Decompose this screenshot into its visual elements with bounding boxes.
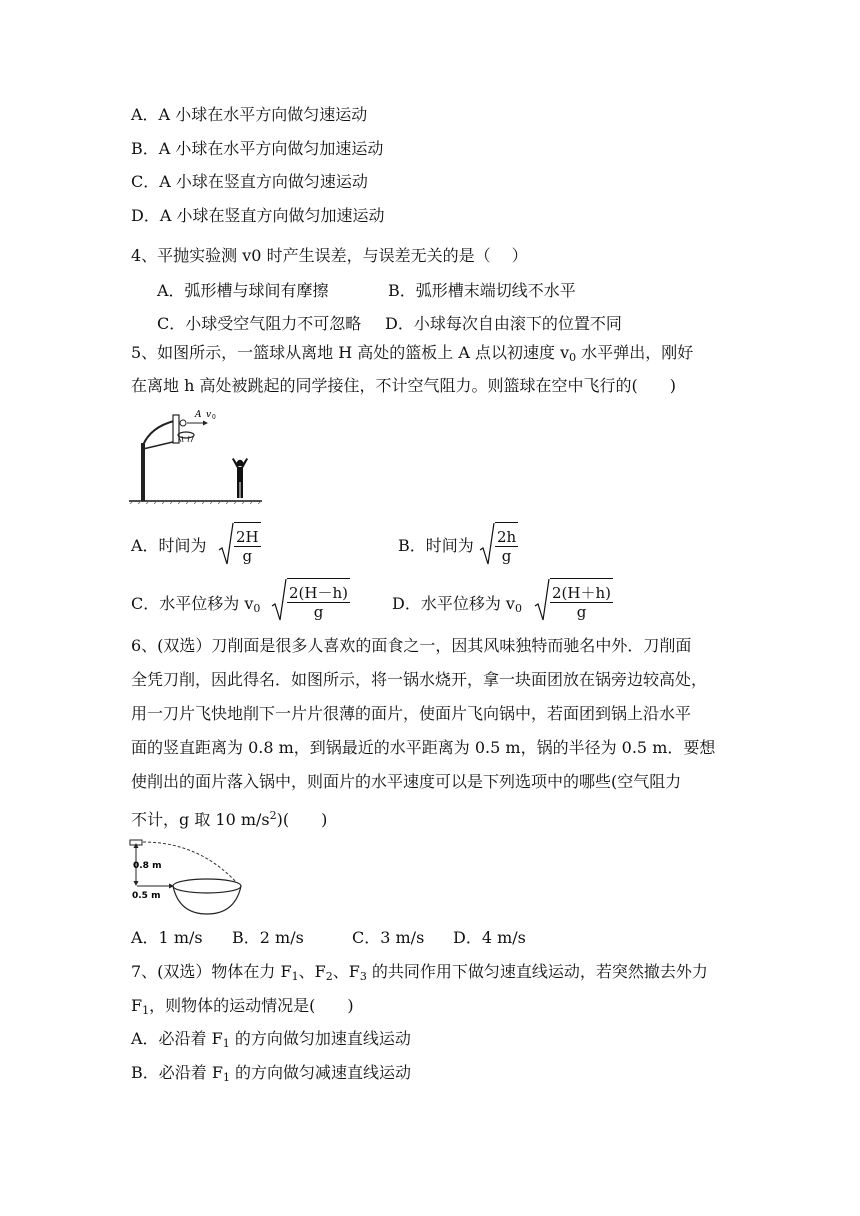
q6-stem-line2: 全凭刀削，因此得名．如图所示，将一锅水烧开，拿一块面团放在锅旁边较高处， xyxy=(131,670,708,689)
q5-stem1-pre: 5、如图所示，一篮球从离地 H 高处的篮板上 A 点以初速度 v xyxy=(131,343,570,362)
distance-label: 0.5 m xyxy=(132,891,161,901)
q5-option-b-label: B．时间为 xyxy=(398,536,474,555)
q7-stem-line2: $F_1$，则物体的运动情况是( ) xyxy=(131,996,354,1017)
fraction: $\frac{2(H+h)}{g}$ xyxy=(552,584,611,621)
fraction: $\frac{2H}{g}$ xyxy=(236,528,259,565)
q6-stem-line5: 使削出的面片落入锅中，则面片的水平速度可以是下列选项中的哪些(空气阻力 xyxy=(131,772,682,791)
sqrt-symbol xyxy=(479,522,518,566)
fraction: $\frac{2h}{g}$ xyxy=(497,528,517,565)
q5-option-d xyxy=(392,580,611,624)
q3-option-b: B．A 小球在水平方向做匀加速运动 xyxy=(131,139,384,158)
q3-option-a: A．A 小球在水平方向做匀速运动 xyxy=(131,105,368,124)
q7-stem-line1: 7、(双选）物体在力 $F_1$、$F_2$、$F_3$ 的共同作用下做匀速直线运动，若突然撤去外力 xyxy=(131,962,708,983)
q5-option-a xyxy=(131,524,259,568)
q5-option-d-label: D．水平位移为 $v_0$ xyxy=(392,594,522,615)
q5-stem-line1 xyxy=(131,341,693,370)
q4-option-c: C．小球受空气阻力不可忽略 xyxy=(157,314,362,333)
basketball-figure xyxy=(129,405,264,505)
q5-stem1-sub: 0 xyxy=(569,351,577,364)
q6-option-a: A．1 m/s xyxy=(131,928,203,947)
sqrt-symbol xyxy=(271,578,350,622)
q5-option-a-formula xyxy=(218,522,261,566)
q4-option-b: B．弧形槽末端切线不水平 xyxy=(388,281,576,300)
q3-option-c: C．A 小球在竖直方向做匀速运动 xyxy=(131,172,368,191)
q4-stem: 4、平抛实验测 v0 时产生误差，与误差无关的是（ ） xyxy=(131,246,528,265)
basketball-velocity-sub: 0 xyxy=(212,414,216,421)
q5-option-c xyxy=(131,580,348,624)
q5-option-a-label: A．时间为 xyxy=(131,536,207,555)
basketball-velocity-label: v xyxy=(206,410,212,420)
q7-option-b: B．必沿着 $F_1$ 的方向做匀减速直线运动 xyxy=(131,1063,412,1084)
q4-option-a: A．弧形槽与球间有摩擦 xyxy=(157,281,329,300)
q6-stem-line1: 6、(双选）刀削面是很多人喜欢的面食之一，因其风味独特而驰名中外．刀削面 xyxy=(131,636,692,655)
q6-option-b: B．2 m/s xyxy=(232,928,304,947)
q6-option-d: D．4 m/s xyxy=(453,928,526,947)
fraction: $\frac{2(H-h)}{g}$ xyxy=(289,584,348,621)
q5-option-b xyxy=(398,524,517,568)
pot-figure xyxy=(129,838,254,918)
basketball-point-label: A xyxy=(195,410,202,420)
q6-stem-line6: 不计，g 取 10 $m/s^2$)( ) xyxy=(131,809,328,829)
q7-option-a: A．必沿着 $F_1$ 的方向做匀加速直线运动 xyxy=(131,1029,411,1050)
sqrt-symbol xyxy=(534,578,613,622)
q6-stem-line3: 用一刀片飞快地削下一片片很薄的面片，使面片飞向锅中，若面团到锅上沿水平 xyxy=(131,704,692,723)
q5-option-b-formula xyxy=(479,522,518,566)
q5-stem1-post: 水平弹出，刚好 xyxy=(576,343,694,362)
q5-option-d-formula xyxy=(534,578,613,622)
q3-option-d: D．A 小球在竖直方向做匀加速运动 xyxy=(131,206,385,225)
height-label: 0.8 m xyxy=(133,861,162,871)
q6-stem-line4: 面的竖直距离为 0.8 m，到锅最近的水平距离为 0.5 m，锅的半径为 0.5 m．要想 xyxy=(131,738,716,757)
q6-option-c: C．3 m/s xyxy=(352,928,425,947)
q5-option-c-label: C．水平位移为 $v_0$ xyxy=(131,594,261,615)
sqrt-symbol xyxy=(218,522,261,566)
q5-option-c-formula xyxy=(271,578,350,622)
q4-option-d: D．小球每次自由滚下的位置不同 xyxy=(385,314,622,333)
q5-stem-line2: 在离地 h 高处被跳起的同学接住，不计空气阻力。则篮球在空中飞行的( ) xyxy=(131,376,676,395)
